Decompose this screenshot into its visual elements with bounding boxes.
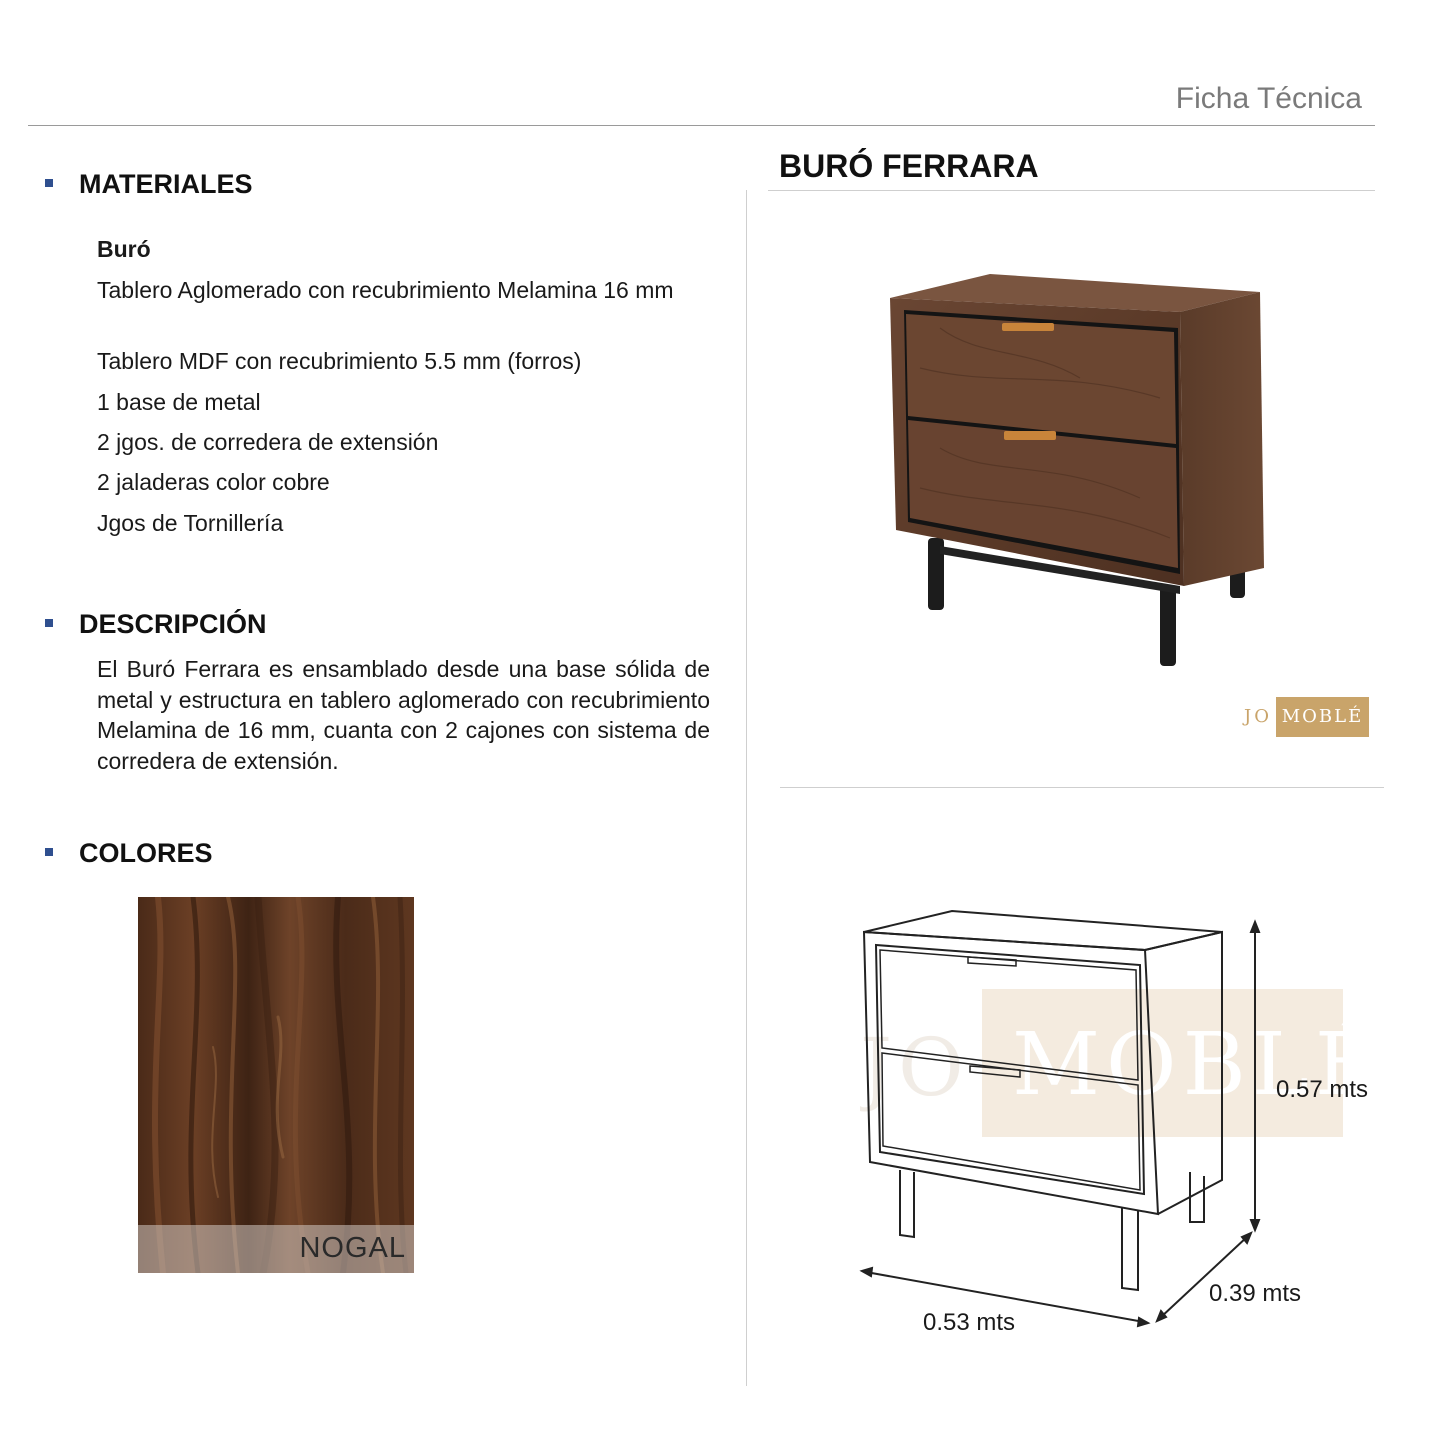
color-swatch-nogal bbox=[138, 897, 414, 1273]
bullet-icon bbox=[45, 848, 53, 856]
dimension-drawing bbox=[850, 900, 1280, 1340]
dimension-depth-label: 0.39 mts bbox=[1209, 1280, 1302, 1307]
product-title-divider bbox=[768, 190, 1375, 191]
section-divider bbox=[780, 787, 1384, 788]
dimension-height-label: 0.57 mts bbox=[1276, 1076, 1369, 1103]
brand-logo-prefix: JO bbox=[1244, 706, 1272, 727]
material-item: Tablero MDF con recubrimiento 5.5 mm (forros) bbox=[97, 348, 582, 374]
page-header-title: Ficha Técnica bbox=[1175, 82, 1362, 115]
colores-heading: COLORES bbox=[79, 838, 213, 868]
swatch-label: NOGAL bbox=[299, 1232, 406, 1264]
svg-text:JO: JO bbox=[860, 1021, 970, 1114]
materiales-subheading: Buró bbox=[97, 236, 151, 262]
descripcion-text: El Buró Ferrara es ensamblado desde una base sólida de metal y estructura en tablero aglomerado con recubrimiento Melamina de 16 mm, cuanta con 2 cajones con sistema de corredera de extensión. bbox=[97, 656, 710, 774]
material-item: 2 jgos. de corredera de extensión bbox=[97, 429, 439, 455]
brand-logo: MOBLÉ bbox=[1276, 697, 1369, 737]
material-item: 1 base de metal bbox=[97, 389, 261, 415]
header-divider bbox=[28, 125, 1375, 126]
dimension-width-label: 0.53 mts bbox=[923, 1309, 1016, 1336]
bullet-icon bbox=[45, 619, 53, 627]
material-item: Tablero Aglomerado con recubrimiento Melamina 16 mm bbox=[97, 277, 674, 303]
material-item: 2 jaladeras color cobre bbox=[97, 469, 330, 495]
product-title: BURÓ FERRARA bbox=[779, 148, 1039, 184]
material-item: Jgos de Tornillería bbox=[97, 510, 284, 536]
svg-text:MOBLÉ: MOBL bbox=[1012, 1015, 1315, 1115]
descripcion-heading: DESCRIPCIÓN bbox=[79, 609, 267, 639]
column-divider bbox=[746, 190, 747, 1386]
product-photo bbox=[880, 268, 1270, 673]
bullet-icon bbox=[45, 179, 53, 187]
materiales-heading: MATERIALES bbox=[79, 169, 253, 199]
